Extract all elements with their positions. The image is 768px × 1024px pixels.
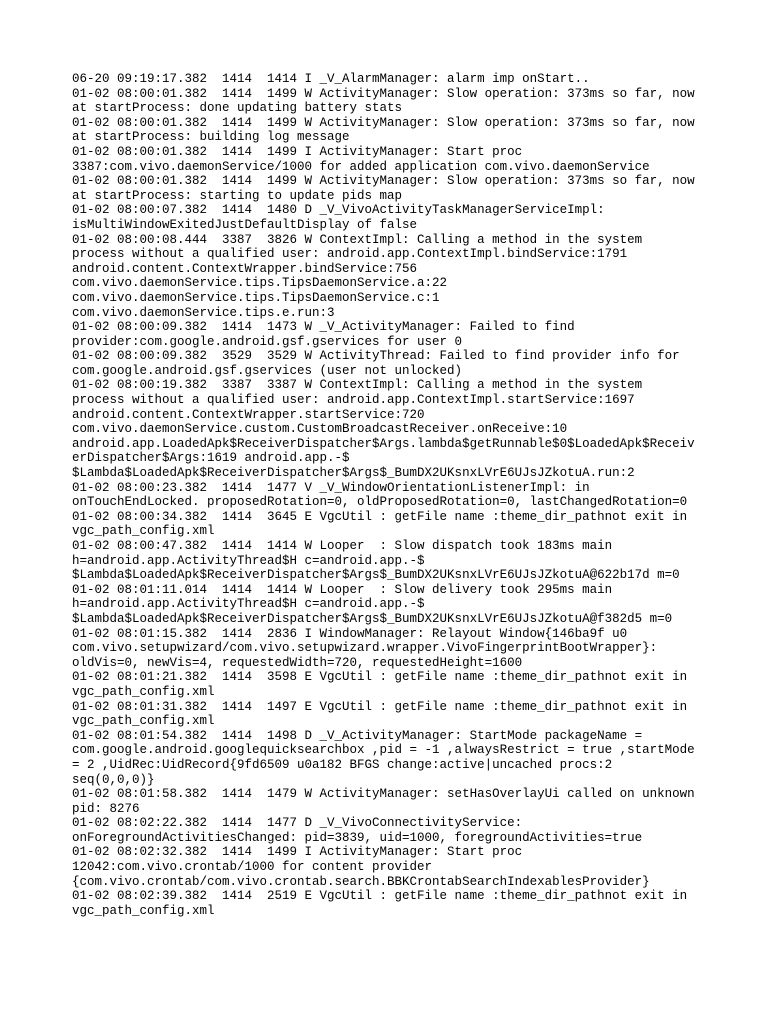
log-line: $Lambda$LoadedApk$ReceiverDispatcher$Args$_BumDX2UKsnxLVrE6UJsJZkotuA@f382d5 m=0 [72,611,673,626]
log-line: at startProcess: building log message [72,130,350,145]
log-line: 01-02 08:00:08.444 3387 3826 W ContextImpl: Calling a method in the system [72,232,643,247]
log-line: android.content.ContextWrapper.startService:720 [72,407,425,422]
log-line: 01-02 08:01:54.382 1414 1498 D _V_ActivityManager: StartMode packageName = [72,728,643,743]
log-line: 01-02 08:01:21.382 1414 3598 E VgcUtil : getFile name :theme_dir_pathnot exit in [72,670,688,685]
log-line: com.vivo.daemonService.tips.e.run:3 [72,305,335,320]
log-line: vgc_path_config.xml [72,524,215,539]
log-line: 01-02 08:02:39.382 1414 2519 E VgcUtil : getFile name :theme_dir_pathnot exit in [72,889,688,904]
log-line: 01-02 08:00:09.382 1414 1473 W _V_ActivityManager: Failed to find [72,320,575,335]
log-line: vgc_path_config.xml [72,714,215,729]
log-line: 12042:com.vivo.crontab/1000 for content provider [72,860,433,875]
log-line: 01-02 08:00:19.382 3387 3387 W ContextImpl: Calling a method in the system [72,378,643,393]
log-line: 01-02 08:00:09.382 3529 3529 W ActivityThread: Failed to find provider info for [72,349,680,364]
log-line: process without a qualified user: android.app.ContextImpl.startService:1697 [72,393,635,408]
log-line: 01-02 08:01:15.382 1414 2836 I WindowManager: Relayout Window{146ba9f u0 [72,626,628,641]
log-line: erDispatcher$Args:1619 android.app.-$ [72,451,350,466]
log-line: 01-02 08:02:22.382 1414 1477 D _V_VivoConnectivityService: [72,816,523,831]
log-line: 01-02 08:01:11.014 1414 1414 W Looper : Slow delivery took 295ms main [72,582,613,597]
log-line: com.vivo.setupwizard/com.vivo.setupwizard.wrapper.VivoFingerprintBootWrapper}: [72,641,658,656]
log-line: process without a qualified user: android.app.ContextImpl.bindService:1791 [72,247,628,262]
log-line: 01-02 08:01:58.382 1414 1479 W ActivityManager: setHasOverlayUi called on unknown [72,787,695,802]
log-line: 3387:com.vivo.daemonService/1000 for added application com.vivo.daemonService [72,159,650,174]
log-line: 06-20 09:19:17.382 1414 1414 I _V_AlarmManager: alarm imp onStart.. [72,72,590,86]
log-line: oldVis=0, newVis=4, requestedWidth=720, requestedHeight=1600 [72,655,523,670]
log-line: isMultiWindowExitedJustDefaultDisplay of false [72,217,418,232]
log-line: = 2 ,UidRec:UidRecord{9fd6509 u0a182 BFGS change:active|uncached procs:2 [72,757,613,772]
log-line: vgc_path_config.xml [72,903,215,918]
log-line: 01-02 08:02:32.382 1414 1499 I ActivityManager: Start proc [72,845,523,860]
log-document [72,72,712,918]
log-line: 01-02 08:00:07.382 1414 1480 D _V_VivoActivityTaskManagerServiceImpl: [72,203,605,218]
log-line: 01-02 08:01:31.382 1414 1497 E VgcUtil : getFile name :theme_dir_pathnot exit in [72,699,688,714]
log-line: {com.vivo.crontab/com.vivo.crontab.search.BBKCrontabSearchIndexablesProvider} [72,874,650,889]
log-line: 01-02 08:00:01.382 1414 1499 W ActivityManager: Slow operation: 373ms so far, now [72,174,695,189]
log-line: 01-02 08:00:01.382 1414 1499 I ActivityManager: Start proc [72,144,523,159]
log-line: onForegroundActivitiesChanged: pid=3839, uid=1000, foregroundActivities=true [72,830,643,845]
log-line: com.vivo.daemonService.custom.CustomBroadcastReceiver.onReceive:10 [72,422,568,437]
log-line: at startProcess: done updating battery stats [72,101,403,116]
log-line: com.vivo.daemonService.tips.TipsDaemonService.a:22 [72,276,448,291]
log-line: 01-02 08:00:47.382 1414 1414 W Looper : Slow dispatch took 183ms main [72,539,613,553]
log-line: 01-02 08:00:01.382 1414 1499 W ActivityManager: Slow operation: 373ms so far, now [72,86,695,101]
log-line: com.google.android.googlequicksearchbox ,pid = -1 ,alwaysRestrict = true ,startMode [72,743,695,758]
log-line: h=android.app.ActivityThread$H c=android.app.-$ [72,553,425,568]
log-line: at startProcess: starting to update pids map [72,188,403,203]
log-line: android.app.LoadedApk$ReceiverDispatcher$Args.lambda$getRunnable$0$LoadedApk$Receiv [72,436,695,451]
log-line: vgc_path_config.xml [72,684,215,699]
log-line: 01-02 08:00:23.382 1414 1477 V _V_WindowOrientationListenerImpl: in [72,480,590,495]
log-line: $Lambda$LoadedApk$ReceiverDispatcher$Args$_BumDX2UKsnxLVrE6UJsJZkotuA.run:2 [72,466,635,481]
log-line: h=android.app.ActivityThread$H c=android.app.-$ [72,597,425,612]
log-line: com.google.android.gsf.gservices (user not unlocked) [72,363,463,378]
log-line: com.vivo.daemonService.tips.TipsDaemonService.c:1 [72,290,440,305]
log-line: provider:com.google.android.gsf.gservices for user 0 [72,334,463,349]
log-line: $Lambda$LoadedApk$ReceiverDispatcher$Args$_BumDX2UKsnxLVrE6UJsJZkotuA@622b17d m=0 [72,568,680,583]
log-line: seq(0,0,0)} [72,772,155,787]
log-line: 01-02 08:00:34.382 1414 3645 E VgcUtil : getFile name :theme_dir_pathnot exit in [72,509,688,524]
log-line: android.content.ContextWrapper.bindService:756 [72,261,418,276]
log-line: onTouchEndLocked. proposedRotation=0, oldProposedRotation=0, lastChangedRotation=0 [72,495,688,510]
log-line: pid: 8276 [72,801,140,816]
log-line: 01-02 08:00:01.382 1414 1499 W ActivityManager: Slow operation: 373ms so far, now [72,115,695,130]
